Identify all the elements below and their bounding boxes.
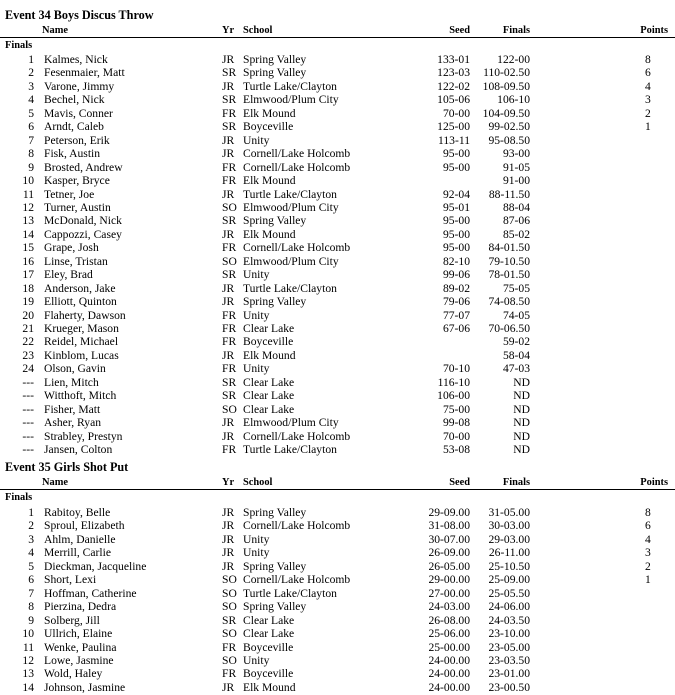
row-school: Unity — [243, 362, 270, 375]
column-header-seed: Seed — [449, 25, 470, 36]
row-athlete-name: Solberg, Jill — [44, 614, 100, 627]
row-final: 70-06.50 — [488, 322, 530, 335]
row-athlete-name: Lowe, Jasmine — [44, 654, 114, 667]
row-place: 12 — [22, 201, 34, 214]
row-final: 25-09.00 — [488, 573, 530, 586]
row-school: Elmwood/Plum City — [243, 255, 339, 268]
row-final: 88-11.50 — [488, 188, 530, 201]
row-place: 19 — [22, 295, 34, 308]
row-year: JR — [222, 53, 235, 66]
row-year: JR — [222, 147, 235, 160]
row-athlete-name: Merrill, Carlie — [44, 546, 111, 559]
row-school: Cornell/Lake Holcomb — [243, 519, 351, 532]
row-final: ND — [513, 430, 530, 443]
row-final: 91-00 — [502, 174, 530, 187]
row-athlete-name: Fisher, Matt — [44, 403, 101, 416]
row-school: Unity — [243, 546, 270, 559]
row-school: Elmwood/Plum City — [243, 93, 339, 106]
row-seed: 30-07.00 — [428, 533, 470, 546]
row-school: Cornell/Lake Holcomb — [243, 430, 351, 443]
row-school: Spring Valley — [243, 53, 307, 66]
row-year: JR — [222, 188, 235, 201]
row-place: 18 — [22, 282, 34, 295]
row-school: Clear Lake — [243, 614, 295, 627]
row-year: SO — [222, 587, 237, 600]
row-athlete-name: Sproul, Elizabeth — [44, 519, 125, 532]
row-seed: 53-08 — [442, 443, 470, 456]
row-place: 22 — [22, 335, 34, 348]
row-final: 23-10.00 — [488, 627, 530, 640]
row-school: Turtle Lake/Clayton — [243, 587, 337, 600]
row-year: SO — [222, 201, 237, 214]
row-place: 7 — [28, 134, 34, 147]
row-place: 6 — [28, 573, 34, 586]
row-school: Unity — [243, 268, 270, 281]
row-seed: 125-00 — [437, 120, 470, 133]
row-seed: 123-03 — [437, 66, 470, 79]
row-school: Clear Lake — [243, 376, 295, 389]
row-athlete-name: Olson, Gavin — [44, 362, 106, 375]
row-athlete-name: Wenke, Paulina — [44, 641, 117, 654]
row-points: 4 — [645, 533, 651, 546]
row-final: 93-00 — [502, 147, 530, 160]
row-place: 21 — [22, 322, 34, 335]
row-year: FR — [222, 107, 237, 120]
row-final: 87-06 — [502, 214, 530, 227]
row-seed: 113-11 — [438, 134, 470, 147]
row-athlete-name: Varone, Jimmy — [44, 80, 115, 93]
row-seed: 116-10 — [437, 376, 470, 389]
row-athlete-name: Lien, Mitch — [44, 376, 99, 389]
row-place: 14 — [22, 681, 34, 694]
row-seed: 75-00 — [442, 403, 470, 416]
row-athlete-name: Tetner, Joe — [44, 188, 95, 201]
row-seed: 77-07 — [442, 309, 470, 322]
row-year: JR — [222, 80, 235, 93]
row-year: JR — [222, 228, 235, 241]
row-school: Elk Mound — [243, 349, 296, 362]
column-header-name: Name — [42, 477, 68, 488]
row-final: 91-05 — [502, 161, 530, 174]
column-header-name: Name — [42, 25, 68, 36]
row-athlete-name: Ahlm, Danielle — [44, 533, 116, 546]
row-year: JR — [222, 134, 235, 147]
row-athlete-name: Anderson, Jake — [44, 282, 116, 295]
row-place: --- — [22, 430, 34, 443]
column-header-school: School — [243, 25, 273, 36]
row-year: FR — [222, 241, 237, 254]
row-points: 2 — [645, 560, 651, 573]
row-athlete-name: Wold, Haley — [44, 667, 103, 680]
row-place: 20 — [22, 309, 34, 322]
row-year: JR — [222, 560, 235, 573]
row-seed: 95-01 — [442, 201, 470, 214]
row-school: Unity — [243, 309, 270, 322]
row-place: 24 — [22, 362, 34, 375]
section-label: Finals — [5, 40, 33, 51]
row-seed: 67-06 — [442, 322, 470, 335]
row-seed: 95-00 — [442, 228, 470, 241]
row-place: 23 — [22, 349, 34, 362]
row-school: Unity — [243, 134, 270, 147]
row-place: 11 — [22, 641, 34, 654]
row-place: 13 — [22, 214, 34, 227]
row-athlete-name: Eley, Brad — [44, 268, 93, 281]
row-athlete-name: Bechel, Nick — [44, 93, 105, 106]
row-place: --- — [22, 443, 34, 456]
row-school: Cornell/Lake Holcomb — [243, 161, 351, 174]
row-final: ND — [513, 376, 530, 389]
row-seed: 24-00.00 — [428, 681, 470, 694]
row-place: 12 — [22, 654, 34, 667]
row-year: SO — [222, 627, 237, 640]
row-seed: 122-02 — [437, 80, 470, 93]
row-seed: 25-00.00 — [428, 641, 470, 654]
row-place: 7 — [28, 587, 34, 600]
row-points: 8 — [645, 53, 651, 66]
row-final: 59-02 — [502, 335, 530, 348]
row-place: 9 — [28, 161, 34, 174]
row-school: Boyceville — [243, 120, 294, 133]
row-year: SO — [222, 573, 237, 586]
row-school: Unity — [243, 654, 270, 667]
row-year: FR — [222, 322, 237, 335]
row-place: 5 — [28, 107, 34, 120]
row-final: 79-10.50 — [488, 255, 530, 268]
row-year: SR — [222, 66, 237, 79]
row-points: 3 — [645, 93, 651, 106]
row-school: Elk Mound — [243, 228, 296, 241]
row-school: Turtle Lake/Clayton — [243, 282, 337, 295]
row-final: 23-05.00 — [488, 641, 530, 654]
column-header-school: School — [243, 477, 273, 488]
row-seed: 25-06.00 — [428, 627, 470, 640]
row-place: 6 — [28, 120, 34, 133]
row-place: 17 — [22, 268, 34, 281]
row-year: FR — [222, 161, 237, 174]
row-athlete-name: Asher, Ryan — [44, 416, 102, 429]
row-place: 1 — [28, 53, 34, 66]
row-final: 47-03 — [502, 362, 530, 375]
row-school: Spring Valley — [243, 600, 307, 613]
row-athlete-name: Pierzina, Dedra — [44, 600, 117, 613]
event-title: Event 34 Boys Discus Throw — [5, 8, 154, 22]
row-year: SR — [222, 214, 237, 227]
row-place: 2 — [28, 519, 34, 532]
row-place: 1 — [28, 506, 34, 519]
row-points: 4 — [645, 80, 651, 93]
header-divider — [0, 37, 675, 38]
row-seed: 133-01 — [437, 53, 470, 66]
row-athlete-name: Strabley, Prestyn — [44, 430, 123, 443]
row-seed: 82-10 — [442, 255, 470, 268]
row-final: 106-10 — [497, 93, 530, 106]
row-year: JR — [222, 416, 235, 429]
row-athlete-name: Flaherty, Dawson — [44, 309, 126, 322]
row-athlete-name: Dieckman, Jacqueline — [44, 560, 147, 573]
row-final: 26-11.00 — [488, 546, 530, 559]
row-final: 25-05.50 — [488, 587, 530, 600]
row-seed: 26-08.00 — [428, 614, 470, 627]
row-points: 6 — [645, 66, 651, 79]
section-label: Finals — [5, 492, 33, 503]
row-place: --- — [22, 389, 34, 402]
row-place: 16 — [22, 255, 34, 268]
row-school: Turtle Lake/Clayton — [243, 188, 337, 201]
row-place: 8 — [28, 600, 34, 613]
row-year: FR — [222, 335, 237, 348]
row-final: 25-10.50 — [488, 560, 530, 573]
row-final: 88-04 — [502, 201, 530, 214]
row-points: 8 — [645, 506, 651, 519]
row-school: Clear Lake — [243, 389, 295, 402]
row-seed: 70-00 — [442, 107, 470, 120]
row-athlete-name: Peterson, Erik — [44, 134, 110, 147]
row-place: --- — [22, 376, 34, 389]
row-seed: 26-09.00 — [428, 546, 470, 559]
row-athlete-name: Short, Lexi — [44, 573, 97, 586]
row-year: FR — [222, 309, 237, 322]
row-seed: 24-00.00 — [428, 654, 470, 667]
row-athlete-name: Turner, Austin — [44, 201, 111, 214]
row-final: 24-03.50 — [488, 614, 530, 627]
row-year: JR — [222, 430, 235, 443]
row-school: Spring Valley — [243, 560, 307, 573]
row-seed: 70-10 — [442, 362, 470, 375]
row-school: Spring Valley — [243, 66, 307, 79]
row-school: Elmwood/Plum City — [243, 416, 339, 429]
row-year: FR — [222, 362, 237, 375]
row-seed: 92-04 — [442, 188, 470, 201]
row-final: 74-05 — [502, 309, 530, 322]
row-year: FR — [222, 174, 237, 187]
row-final: ND — [513, 389, 530, 402]
row-final: 31-05.00 — [488, 506, 530, 519]
row-seed: 95-00 — [442, 161, 470, 174]
row-school: Clear Lake — [243, 627, 295, 640]
row-seed: 24-00.00 — [428, 667, 470, 680]
row-points: 6 — [645, 519, 651, 532]
row-year: JR — [222, 506, 235, 519]
row-school: Unity — [243, 533, 270, 546]
row-athlete-name: Rabitoy, Belle — [44, 506, 111, 519]
row-school: Boyceville — [243, 641, 294, 654]
row-seed: 24-03.00 — [428, 600, 470, 613]
row-year: SO — [222, 654, 237, 667]
row-athlete-name: Grape, Josh — [44, 241, 99, 254]
row-school: Boyceville — [243, 335, 294, 348]
row-year: SO — [222, 403, 237, 416]
row-place: 14 — [22, 228, 34, 241]
row-seed: 79-06 — [442, 295, 470, 308]
row-points: 1 — [645, 573, 651, 586]
row-place: --- — [22, 416, 34, 429]
row-athlete-name: Mavis, Conner — [44, 107, 113, 120]
event-title: Event 35 Girls Shot Put — [5, 460, 129, 474]
row-place: 9 — [28, 614, 34, 627]
row-seed: 99-06 — [442, 268, 470, 281]
row-final: 74-08.50 — [488, 295, 530, 308]
row-athlete-name: McDonald, Nick — [44, 214, 122, 227]
row-seed: 26-05.00 — [428, 560, 470, 573]
row-final: 78-01.50 — [488, 268, 530, 281]
row-final: 108-09.50 — [482, 80, 530, 93]
row-seed: 89-02 — [442, 282, 470, 295]
row-final: 85-02 — [502, 228, 530, 241]
row-athlete-name: Elliott, Quinton — [44, 295, 117, 308]
row-year: JR — [222, 295, 235, 308]
column-header-points: Points — [640, 477, 668, 488]
row-final: 23-03.50 — [488, 654, 530, 667]
column-header-seed: Seed — [449, 477, 470, 488]
row-place: 8 — [28, 147, 34, 160]
row-year: JR — [222, 533, 235, 546]
row-final: 23-00.50 — [488, 681, 530, 694]
row-place: 10 — [22, 627, 34, 640]
row-final: 23-01.00 — [488, 667, 530, 680]
row-final: 122-00 — [497, 53, 530, 66]
row-seed: 29-09.00 — [428, 506, 470, 519]
row-year: SO — [222, 255, 237, 268]
row-year: JR — [222, 349, 235, 362]
row-athlete-name: Brosted, Andrew — [44, 161, 123, 174]
row-year: SR — [222, 93, 237, 106]
row-athlete-name: Fisk, Austin — [44, 147, 101, 160]
row-seed: 105-06 — [437, 93, 470, 106]
row-year: JR — [222, 282, 235, 295]
column-header-points: Points — [640, 25, 668, 36]
row-final: ND — [513, 416, 530, 429]
row-athlete-name: Jansen, Colton — [44, 443, 113, 456]
row-school: Cornell/Lake Holcomb — [243, 147, 351, 160]
row-final: 84-01.50 — [488, 241, 530, 254]
row-final: ND — [513, 443, 530, 456]
column-header-yr: Yr — [222, 477, 235, 488]
row-year: SO — [222, 600, 237, 613]
row-year: SR — [222, 614, 237, 627]
row-place: 10 — [22, 174, 34, 187]
row-year: SR — [222, 376, 237, 389]
row-points: 1 — [645, 120, 651, 133]
row-school: Spring Valley — [243, 506, 307, 519]
row-seed: 31-08.00 — [428, 519, 470, 532]
column-header-yr: Yr — [222, 25, 235, 36]
row-final: 75-05 — [502, 282, 530, 295]
column-header-finals: Finals — [502, 25, 530, 36]
row-year: FR — [222, 443, 237, 456]
row-place: 11 — [22, 188, 34, 201]
row-year: SR — [222, 120, 237, 133]
row-final: 104-09.50 — [482, 107, 530, 120]
row-athlete-name: Reidel, Michael — [44, 335, 119, 348]
row-school: Elk Mound — [243, 681, 296, 694]
row-seed: 95-00 — [442, 214, 470, 227]
row-school: Elmwood/Plum City — [243, 201, 339, 214]
row-final: 110-02.50 — [483, 66, 530, 79]
row-place: 4 — [28, 546, 34, 559]
row-year: FR — [222, 641, 237, 654]
row-year: JR — [222, 519, 235, 532]
row-athlete-name: Johnson, Jasmine — [44, 681, 126, 694]
row-points: 2 — [645, 107, 651, 120]
row-final: 30-03.00 — [488, 519, 530, 532]
row-school: Cornell/Lake Holcomb — [243, 241, 351, 254]
row-seed: 99-08 — [442, 416, 470, 429]
row-school: Elk Mound — [243, 174, 296, 187]
row-year: SR — [222, 389, 237, 402]
row-final: 58-04 — [502, 349, 530, 362]
row-place: 5 — [28, 560, 34, 573]
row-place: 2 — [28, 66, 34, 79]
row-athlete-name: Kasper, Bryce — [44, 174, 110, 187]
header-divider — [0, 489, 675, 490]
row-school: Elk Mound — [243, 107, 296, 120]
row-school: Spring Valley — [243, 295, 307, 308]
row-year: FR — [222, 667, 237, 680]
row-final: ND — [513, 403, 530, 416]
row-place: 13 — [22, 667, 34, 680]
row-athlete-name: Arndt, Caleb — [44, 120, 104, 133]
row-seed: 95-00 — [442, 241, 470, 254]
row-athlete-name: Cappozzi, Casey — [44, 228, 122, 241]
row-seed: 95-00 — [442, 147, 470, 160]
row-school: Clear Lake — [243, 322, 295, 335]
row-place: 3 — [28, 533, 34, 546]
row-athlete-name: Ullrich, Elaine — [44, 627, 113, 640]
row-school: Spring Valley — [243, 214, 307, 227]
row-school: Turtle Lake/Clayton — [243, 443, 337, 456]
row-athlete-name: Krueger, Mason — [44, 322, 119, 335]
row-place: 3 — [28, 80, 34, 93]
row-seed: 27-00.00 — [428, 587, 470, 600]
column-header-finals: Finals — [502, 477, 530, 488]
row-place: 4 — [28, 93, 34, 106]
row-athlete-name: Witthoft, Mitch — [44, 389, 117, 402]
row-final: 99-02.50 — [488, 120, 530, 133]
row-athlete-name: Hoffman, Catherine — [44, 587, 137, 600]
row-seed: 29-00.00 — [428, 573, 470, 586]
row-place: 15 — [22, 241, 34, 254]
row-school: Boyceville — [243, 667, 294, 680]
row-seed: 70-00 — [442, 430, 470, 443]
row-place: --- — [22, 403, 34, 416]
row-year: JR — [222, 546, 235, 559]
row-athlete-name: Linse, Tristan — [44, 255, 108, 268]
row-final: 24-06.00 — [488, 600, 530, 613]
row-school: Clear Lake — [243, 403, 295, 416]
row-final: 29-03.00 — [488, 533, 530, 546]
row-athlete-name: Kinblom, Lucas — [44, 349, 119, 362]
row-year: SR — [222, 268, 237, 281]
row-points: 3 — [645, 546, 651, 559]
row-seed: 106-00 — [437, 389, 470, 402]
row-school: Cornell/Lake Holcomb — [243, 573, 351, 586]
row-year: JR — [222, 681, 235, 694]
row-school: Turtle Lake/Clayton — [243, 80, 337, 93]
row-final: 95-08.50 — [488, 134, 530, 147]
row-athlete-name: Kalmes, Nick — [44, 53, 108, 66]
row-athlete-name: Fesenmaier, Matt — [44, 66, 125, 79]
